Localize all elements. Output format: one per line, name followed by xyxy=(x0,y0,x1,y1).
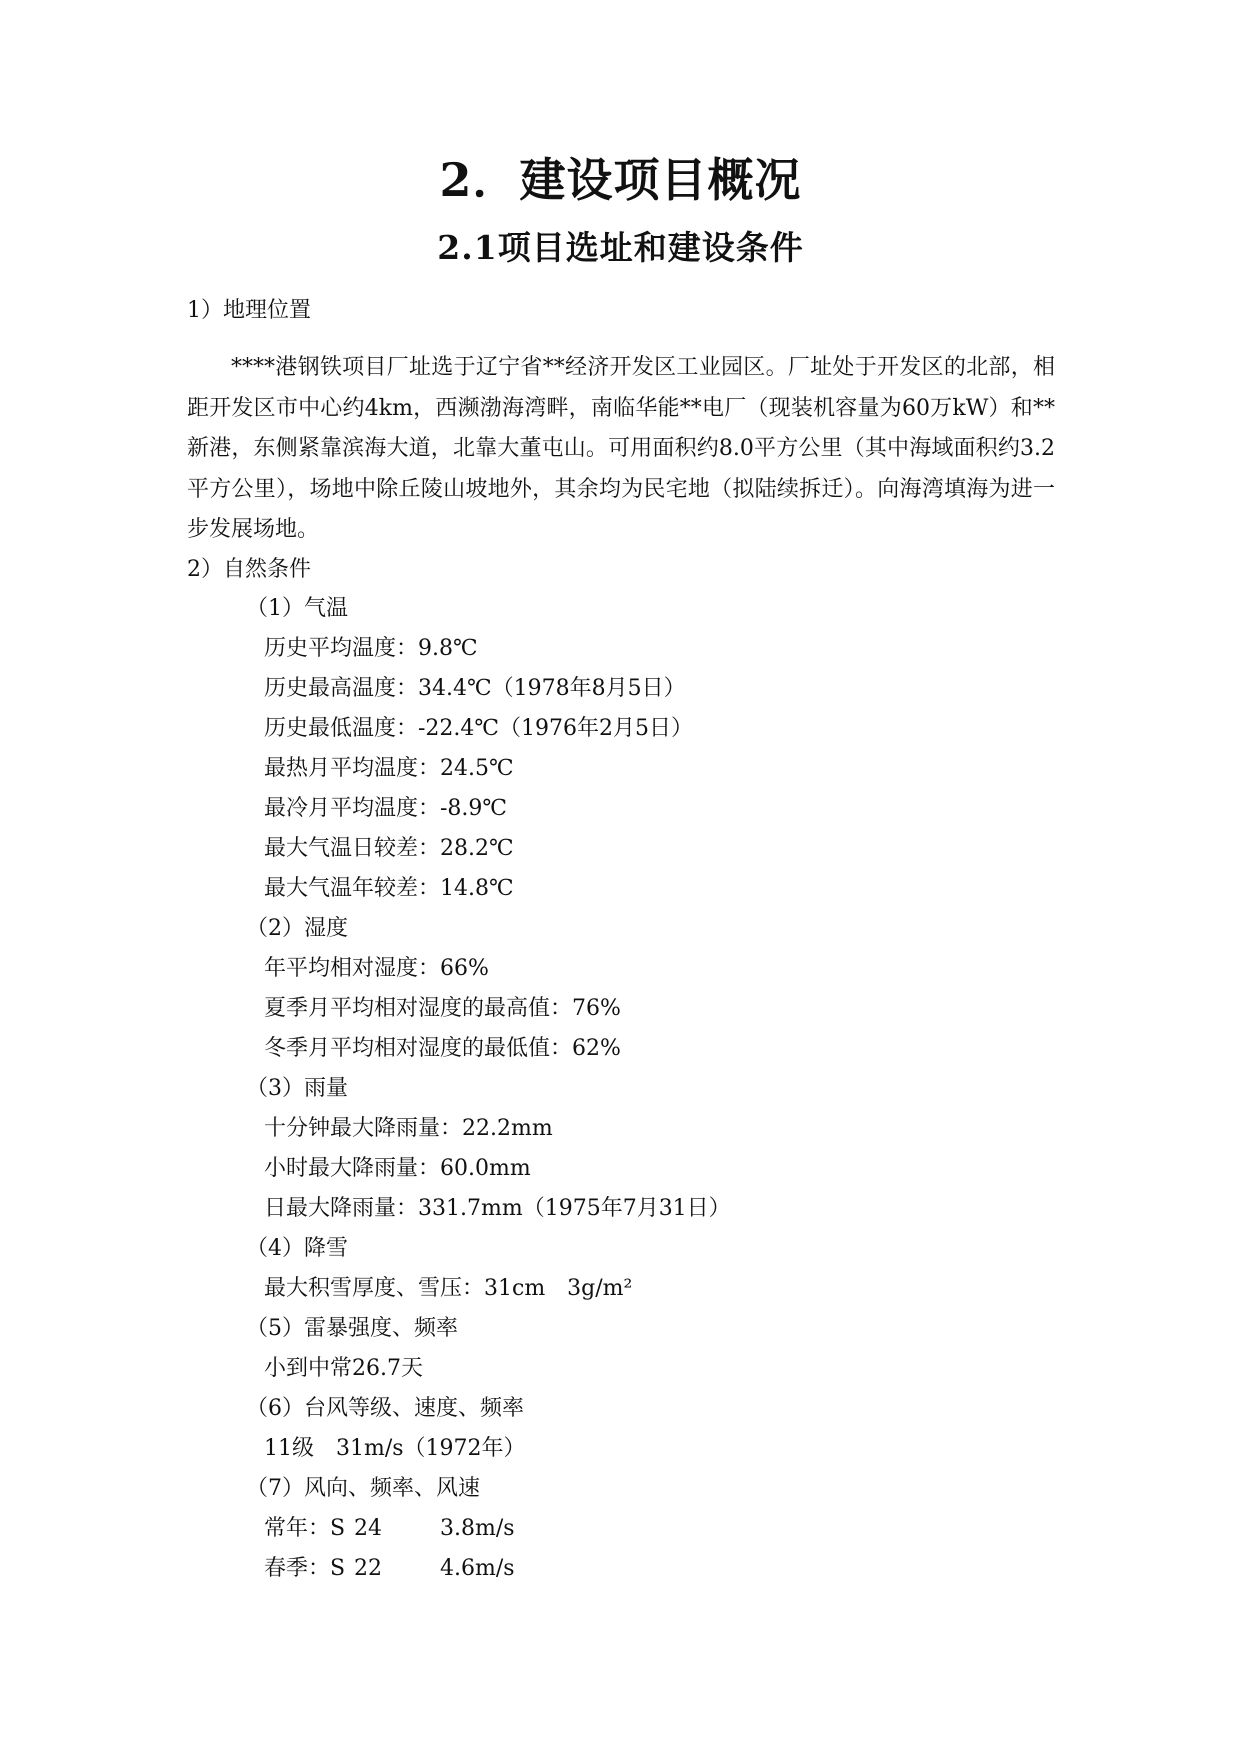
wind-season: 常年：S xyxy=(264,1516,346,1541)
subheading-snow: （4）降雪 xyxy=(246,1236,348,1261)
subheading-rainfall: （3）雨量 xyxy=(246,1076,348,1101)
section-heading-natural-conditions: 2）自然条件 xyxy=(187,557,311,582)
page-title: 2．建设项目概况 xyxy=(439,153,802,207)
rainfall-item: 日最大降雨量：331.7mm（1975年7月31日） xyxy=(264,1196,731,1221)
snow-item: 最大积雪厚度、雪压：31cm 3g/m² xyxy=(264,1276,633,1301)
temperature-item: 历史最低温度：-22.4℃（1976年2月5日） xyxy=(264,716,694,741)
temperature-item: 最冷月平均温度：-8.9℃ xyxy=(264,796,508,821)
temperature-item: 历史平均温度：9.8℃ xyxy=(264,636,478,661)
wind-speed: 3.8m/s xyxy=(440,1516,515,1541)
wind-row xyxy=(264,1514,515,1544)
section-heading-location: 1）地理位置 xyxy=(187,298,311,323)
wind-season: 春季：S xyxy=(264,1556,346,1581)
rainfall-item: 小时最大降雨量：60.0mm xyxy=(264,1156,531,1181)
thunder-item: 小到中常26.7天 xyxy=(264,1356,423,1381)
wind-speed: 4.6m/s xyxy=(440,1556,515,1581)
temperature-item: 最大气温日较差：28.2℃ xyxy=(264,836,514,861)
rainfall-item: 十分钟最大降雨量：22.2mm xyxy=(264,1116,553,1141)
wind-frequency: 22 xyxy=(354,1556,382,1581)
wind-frequency: 24 xyxy=(354,1516,382,1541)
typhoon-item: 11级 31m/s（1972年） xyxy=(264,1436,526,1461)
humidity-item: 年平均相对湿度：66% xyxy=(264,956,489,981)
subheading-wind: （7）风向、频率、风速 xyxy=(246,1476,480,1501)
wind-row xyxy=(264,1554,515,1584)
subheading-thunder: （5）雷暴强度、频率 xyxy=(246,1316,458,1341)
location-paragraph: ****港钢铁项目厂址选于辽宁省**经济开发区工业园区。厂址处于开发区的北部，相距开发区市中心约4km，西濒渤海湾畔，南临华能**电厂（现装机容量为60万kW）和**新港，东侧紧靠滨海大道，北靠大董屯山。可用面积约8.0平方公里（其中海域面积约3.2平方公里），场地中除丘陵山坡地外，其余均为民宅地（拟陆续拆迁）。向海湾填海为进一步发展场地。 xyxy=(187,355,1055,542)
subheading-typhoon: （6）台风等级、速度、频率 xyxy=(246,1396,524,1421)
humidity-item: 冬季月平均相对湿度的最低值：62% xyxy=(264,1036,621,1061)
temperature-item: 最大气温年较差：14.8℃ xyxy=(264,876,514,901)
temperature-item: 历史最高温度：34.4℃（1978年8月5日） xyxy=(264,676,686,701)
temperature-item: 最热月平均温度：24.5℃ xyxy=(264,756,514,781)
humidity-item: 夏季月平均相对湿度的最高值：76% xyxy=(264,996,621,1021)
subheading-temperature: （1）气温 xyxy=(246,596,348,621)
section-title: 2.1项目选址和建设条件 xyxy=(437,228,804,267)
subheading-humidity: （2）湿度 xyxy=(246,916,348,941)
